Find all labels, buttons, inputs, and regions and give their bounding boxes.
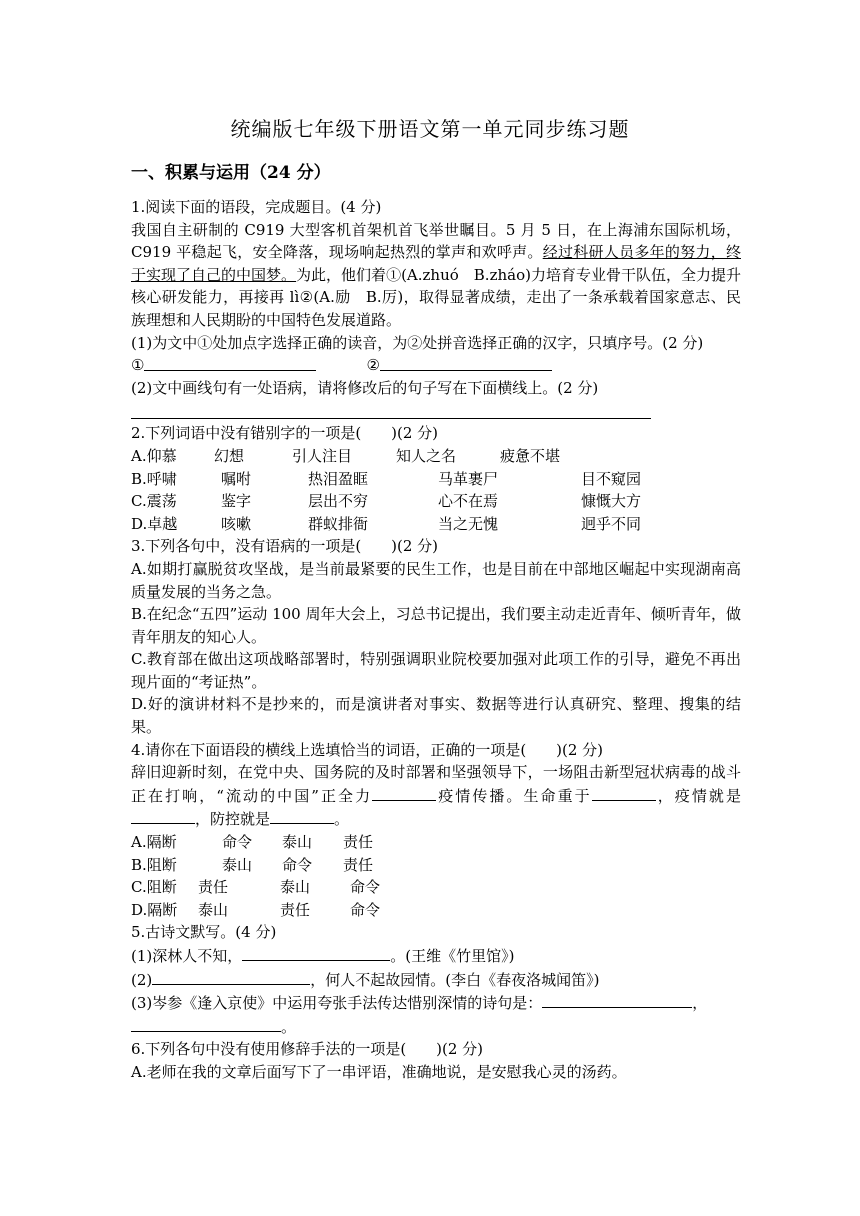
q6-stem: 6.下列各句中没有使用修辞手法的一项是( )(2 分) xyxy=(131,1040,484,1059)
q3-option-c: C.教育部在做出这项战略部署时，特别强调职业院校要加强对此项工作的引导，避免不再出现片面的“考证热”。 xyxy=(131,650,741,691)
q2-option-c xyxy=(131,490,741,513)
q6-option-a: A.老师在我的文章后面写下了一串评语，准确地说，是安慰我心灵的汤药。 xyxy=(131,1062,627,1081)
section-heading: 一、积累与运用（24 分） xyxy=(131,163,331,183)
q5-stem: 5.古诗文默写。(4 分) xyxy=(131,923,277,942)
q4-blank3[interactable] xyxy=(131,807,195,824)
q4-blank4[interactable] xyxy=(270,807,334,824)
q1-stem: 1.阅读下面的语段，完成题目。(4 分) xyxy=(131,198,382,216)
document-title: 统编版七年级下册语文第一单元同步练习题 xyxy=(230,117,630,141)
q5-blank4[interactable] xyxy=(131,1015,281,1032)
q4-option-b xyxy=(131,854,741,877)
q4-b-w2: 泰山 xyxy=(222,855,253,874)
q1-passage xyxy=(131,219,741,332)
q2-d-w1: D.卓越 xyxy=(131,514,178,533)
q2-b-w5: 目不窥园 xyxy=(581,469,642,488)
q5-line1 xyxy=(131,944,741,968)
q1-blanks-row xyxy=(131,354,741,377)
q5-line1-prefix: (1)深林人不知， xyxy=(131,947,243,965)
q1-blank1-label: ① xyxy=(131,356,145,375)
q5-line3-period: 。 xyxy=(281,1017,297,1036)
q2-c-w4: 心不在焉 xyxy=(438,492,499,511)
q2-option-b xyxy=(131,468,741,491)
q4-a-w2: 命令 xyxy=(222,833,253,852)
q4-passage-part-d: ，防控就是 xyxy=(195,810,271,829)
q4-d-w2: 泰山 xyxy=(198,900,229,919)
q4-a-w3: 泰山 xyxy=(282,833,313,852)
q1-sub2: (2)文中画线句有一处语病，请将修改后的句子写在下面横线上。(2 分) xyxy=(131,378,599,397)
q4-a-w4: 责任 xyxy=(343,833,374,852)
q4-stem: 4.请你在下面语段的横线上选填恰当的词语，正确的一项是( )(2 分) xyxy=(131,740,604,759)
q4-option-d xyxy=(131,899,741,922)
q2-d-w2: 咳嗽 xyxy=(221,514,252,533)
q2-b-w4: 马革裹尸 xyxy=(438,469,499,488)
q4-b-w4: 责任 xyxy=(343,855,374,874)
q4-c-w1: C.阻断 xyxy=(131,878,177,897)
q2-c-w2: 鉴字 xyxy=(221,492,252,511)
q1-blank1[interactable] xyxy=(144,354,316,371)
q4-passage-part-c: ，疫情就是 xyxy=(655,786,741,805)
q4-passage-part-b: 疫情传播。生命重于 xyxy=(436,786,592,805)
q2-a-w4: 知人之名 xyxy=(396,446,457,465)
q2-b-w2: 嘱咐 xyxy=(221,469,252,488)
q2-d-w3: 群蚁排衙 xyxy=(308,514,369,533)
q3-option-d: D.好的演讲材料不是抄来的，而是演讲者对事实、数据等进行认真研究、整理、搜集的结果。 xyxy=(131,695,741,737)
q4-option-c xyxy=(131,876,741,899)
q4-d-w4: 命令 xyxy=(350,900,381,919)
q2-a-w1: A.仰慕 xyxy=(131,446,177,465)
q4-c-w2: 责任 xyxy=(198,878,229,897)
q5-line2-suffix: ，何人不起故园情。(李白《春夜洛城闻笛》) xyxy=(310,970,600,989)
q2-c-w5: 慷慨大方 xyxy=(581,492,642,511)
q2-c-w1: C.震荡 xyxy=(131,492,177,511)
q3-option-b: B.在纪念“五四”运动 100 周年大会上，习总书记提出，我们要主动走近青年、倾听青年，做青年朋友的知心人。 xyxy=(131,605,741,646)
q1-underlined-sentence: 经过科研人员多年的努力，终于实现了自己的中国梦。 xyxy=(131,243,741,284)
q4-b-w1: B.阻断 xyxy=(131,855,177,874)
q5-line3 xyxy=(131,991,741,1038)
exercise-body xyxy=(131,196,741,1084)
q1-blank2[interactable] xyxy=(380,354,552,371)
q2-d-w5: 迥乎不同 xyxy=(581,514,642,533)
q1-answer-line[interactable] xyxy=(131,399,651,419)
q4-passage-part-e: 。 xyxy=(334,810,350,829)
q4-c-w4: 命令 xyxy=(350,878,381,897)
q5-blank3[interactable] xyxy=(542,991,692,1008)
q4-passage-part-a: 辞旧迎新时刻，在党中央、国务院的及时部署和坚强领导下，一场阻击新型冠状病毒的战斗正在打响，“流动的中国”正全力 xyxy=(131,763,741,805)
q4-d-w1: D.隔断 xyxy=(131,900,178,919)
q2-d-w4: 当之无愧 xyxy=(438,514,499,533)
q2-c-w3: 层出不穷 xyxy=(308,492,369,511)
q4-blank1[interactable] xyxy=(372,784,436,801)
q2-a-w3: 引人注目 xyxy=(292,446,353,465)
q2-stem: 2.下列词语中没有错别字的一项是( )(2 分) xyxy=(131,424,439,443)
q3-stem: 3.下列各句中，没有语病的一项是( )(2 分) xyxy=(131,537,439,556)
q2-a-w5: 疲惫不堪 xyxy=(500,446,561,465)
q2-option-a xyxy=(131,445,741,468)
q2-b-w3: 热泪盈眶 xyxy=(308,469,369,488)
q3-option-a: A.如期打赢脱贫攻坚战，是当前最紧要的民生工作，也是目前在中部地区崛起中实现湖南高质量发展的当务之急。 xyxy=(131,559,741,601)
q1-passage-part-a: 我国自主研制的 C919 大型客机首架机首飞举世瞩目。5 月 5 日，在上海浦东国际机场，C919 平稳起飞，安全降落，现场响起热烈的掌声和欢呼声。 xyxy=(131,220,741,262)
q1-sub1: (1)为文中①处加点字选择正确的读音，为②处拼音选择正确的汉字，只填序号。(2 分) xyxy=(131,333,704,352)
q2-b-w1: B.呼啸 xyxy=(131,469,177,488)
q5-line2-prefix: (2) xyxy=(131,970,153,989)
q4-d-w3: 责任 xyxy=(280,900,311,919)
q1-passage-part-b: 为此，他们着①(A.zhuó B.zháo)力培育专业骨干队伍，全力提升核心研发能力，再接再 lì②(A.励 B.厉)，取得显著成绩，走出了一条承载着国家意志、民族理想和人民期盼的中国特色发展道路。 xyxy=(131,265,742,329)
q2-option-d xyxy=(131,513,741,536)
q4-a-w1: A.隔断 xyxy=(131,833,177,852)
q5-line3-comma: ， xyxy=(692,994,708,1013)
q4-c-w3: 泰山 xyxy=(280,878,311,897)
q5-line3-prefix: (3)岑参《逢入京使》中运用夸张手法传达惜别深情的诗句是： xyxy=(131,994,543,1013)
q5-line1-suffix: 。(王维《竹里馆》) xyxy=(390,947,515,965)
q1-blank2-label: ② xyxy=(366,356,380,375)
q4-passage xyxy=(131,761,741,831)
q5-line2 xyxy=(131,968,741,992)
q5-blank1[interactable] xyxy=(242,944,390,961)
q5-blank2[interactable] xyxy=(152,968,310,985)
q4-b-w3: 命令 xyxy=(282,855,313,874)
q4-option-a xyxy=(131,831,741,854)
q2-a-w2: 幻想 xyxy=(214,446,245,465)
q4-blank2[interactable] xyxy=(592,784,656,801)
